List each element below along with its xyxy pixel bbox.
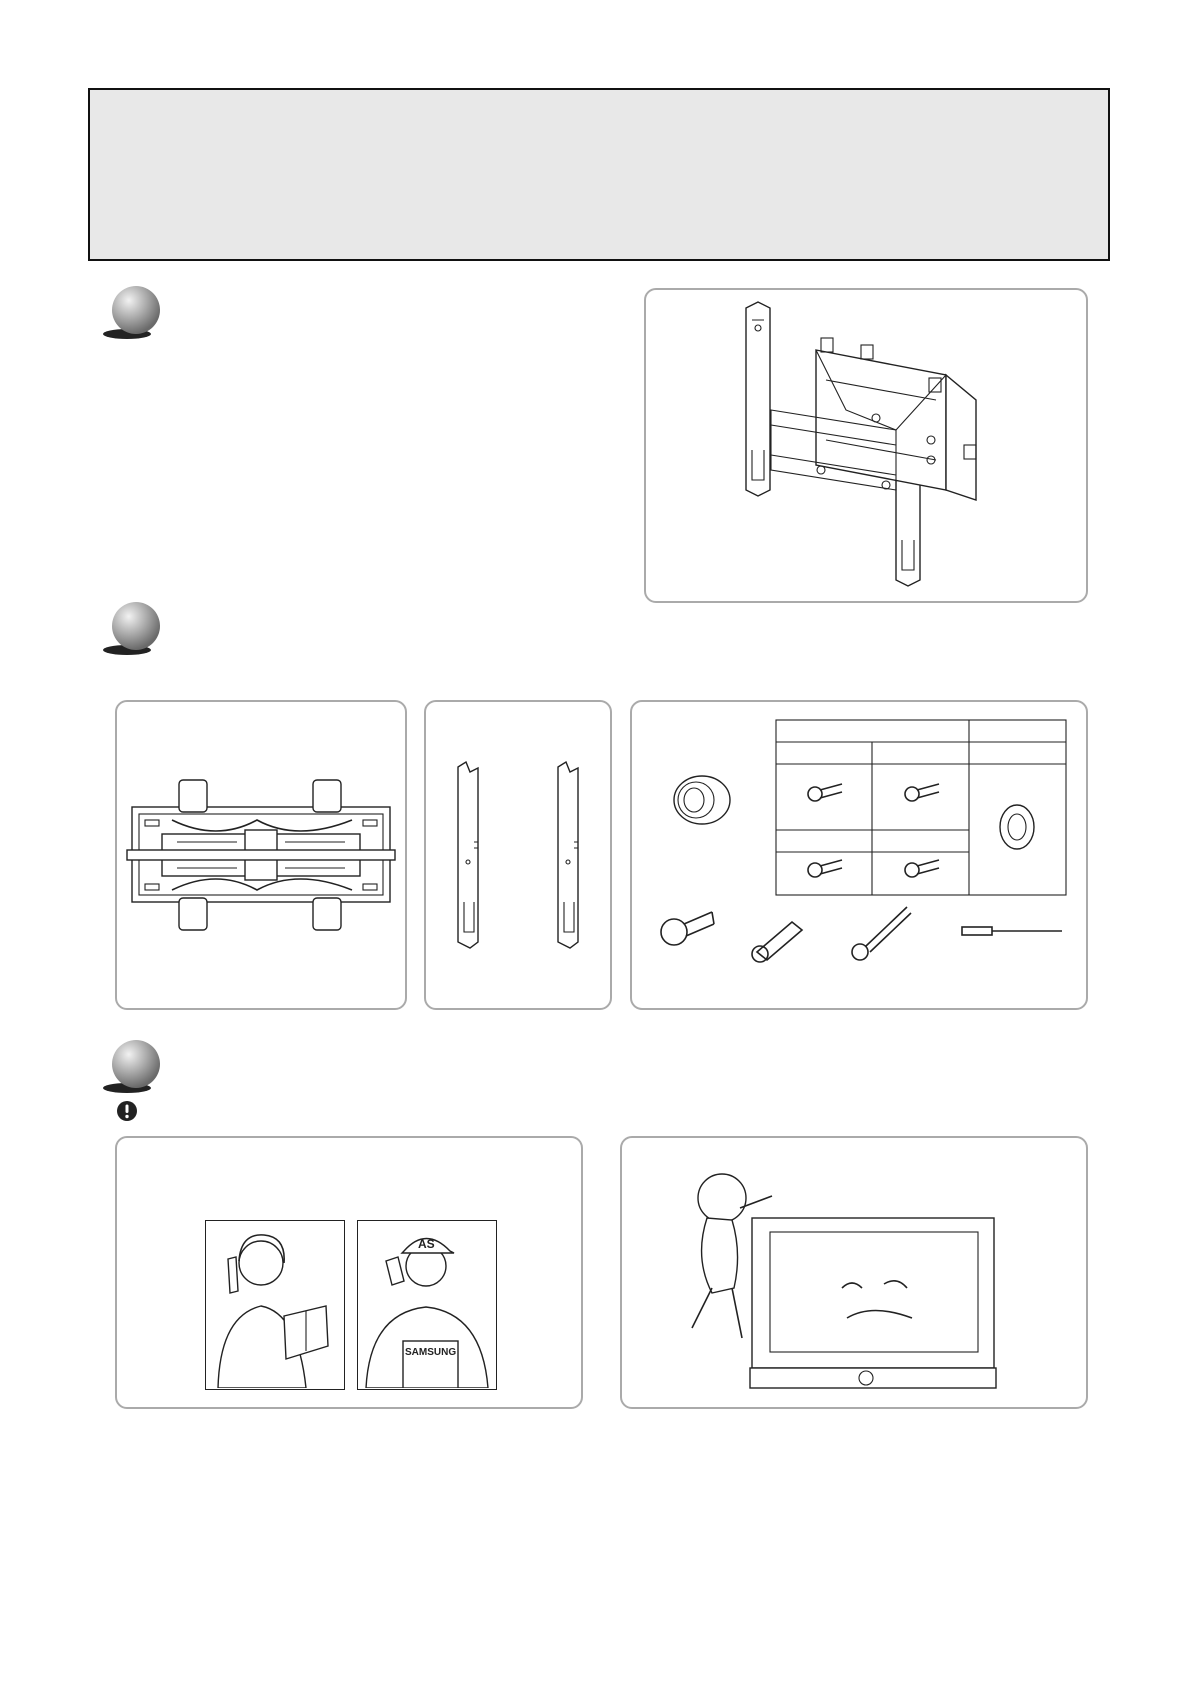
child-safety-panel — [620, 1136, 1088, 1409]
wall-bracket-illustration — [117, 702, 405, 1008]
bracket-component-panel — [115, 700, 407, 1010]
section-2-bullet-icon — [100, 598, 170, 658]
child-climbing-tv-illustration — [622, 1138, 1086, 1407]
vertical-rails-illustration — [426, 702, 610, 1008]
brand-label: SAMSUNG — [405, 1347, 457, 1358]
spacer-illustration — [674, 776, 730, 824]
exclamation-circle-icon — [116, 1100, 138, 1122]
cable-tie-illustration — [962, 927, 1062, 935]
assembled-mount-panel — [644, 288, 1088, 603]
service-technician-illustration — [357, 1220, 497, 1390]
hardware-illustration — [632, 702, 1086, 1008]
washer-illustration — [1000, 805, 1034, 849]
cap-label: AS — [418, 1237, 435, 1251]
header-banner — [88, 88, 1110, 261]
woman-reading-manual-illustration — [205, 1220, 345, 1390]
service-contact-panel — [115, 1136, 583, 1409]
anchor-illustration — [752, 922, 802, 962]
rails-component-panel — [424, 700, 612, 1010]
bolt-illustration — [852, 907, 911, 960]
assembled-mount-illustration — [646, 290, 1086, 601]
section-3-bullet-icon — [100, 1036, 170, 1096]
section-1-bullet-icon — [100, 282, 170, 342]
hardware-component-panel — [630, 700, 1088, 1010]
lag-screw-illustration — [661, 912, 714, 945]
